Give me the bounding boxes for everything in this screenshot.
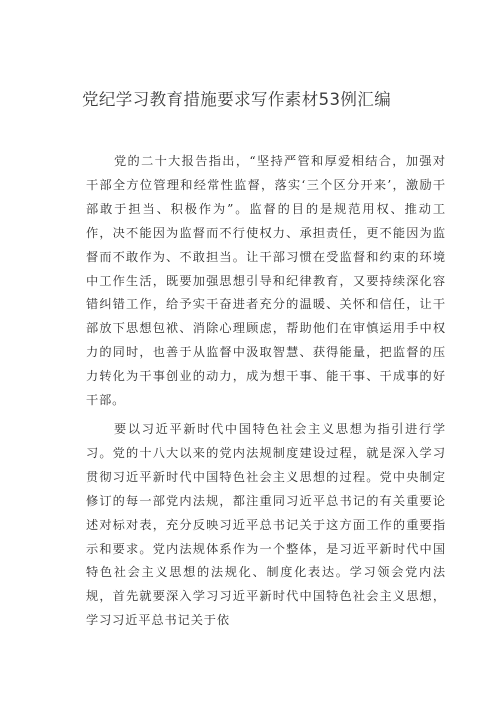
body-paragraph-1: 党的二十大报告指出，“坚持严管和厚爱相结合，加强对干部全方位管理和经常性监督，落实‘三个区分开来’，激励干部敢于担当、积极作为”。监督的目的是规范用权、推动工作，决不能因为监督而不行使权力、承担责任，更不能因为监督而不敢作为、不敢担当。让干部习惯在受监督和约束的环境中工作生活，既要加强思想引导和纪律教育，又要持续深化容错纠错工作，给予实干奋进者充分的温暖、关怀和信任，让干部放下思想包袱、消除心理顾虑，帮助他们在审慎运用手中权力的同时，也善于从监督中汲取智慧、获得能量，把监督的压力转化为干事创业的动力，成为想干事、能干事、干成事的好干部。 (86, 154, 446, 408)
body-paragraph-2: 要以习近平新时代中国特色社会主义思想为指引进行学习。党的十八大以来的党内法规制度建设过程，就是深入学习贯彻习近平新时代中国特色社会主义思想的过程。党中央制定修订的每一部党内法规，都注重同习近平总书记的有关重要论述对标对表，充分反映习近平总书记关于这方面工作的重要指示和要求。党内法规体系作为一个整体，是习近平新时代中国特色社会主义思想的法规化、制度化表达。学习领会党内法规，首先就要深入学习习近平新时代中国特色社会主义思想，学习习近平总书记关于依 (86, 422, 446, 628)
document-title: 党纪学习教育措施要求写作素材53例汇编 (82, 90, 392, 109)
